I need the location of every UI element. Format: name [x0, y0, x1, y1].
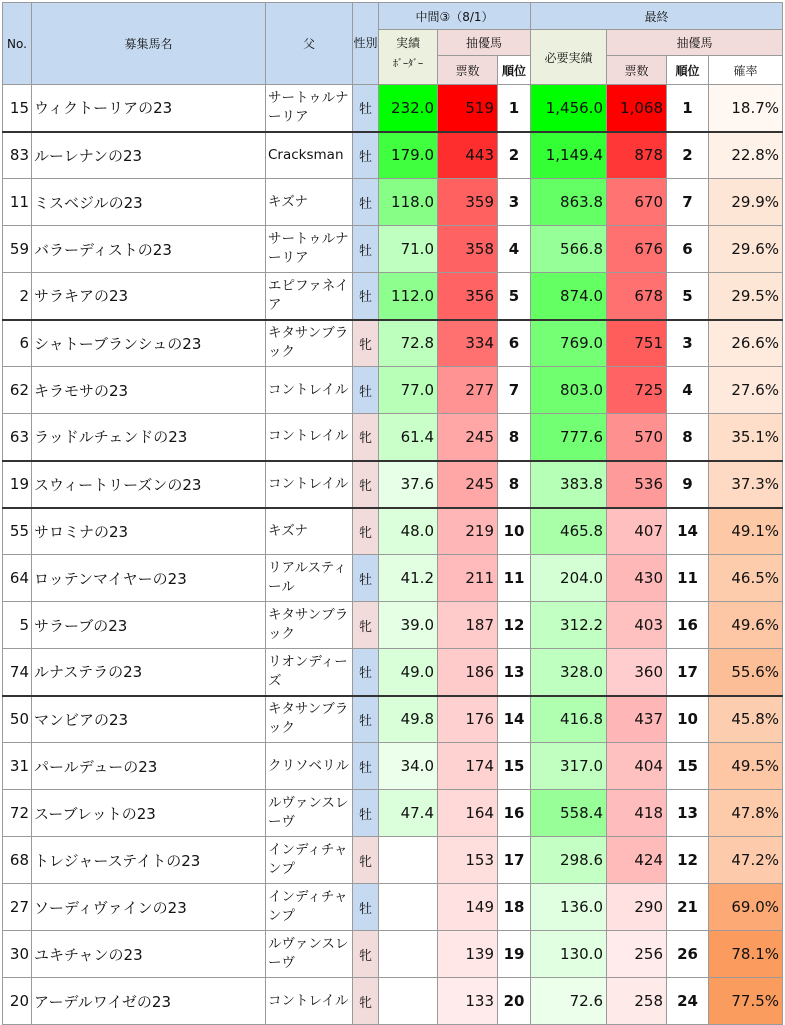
row-final-prob: 35.1% [709, 414, 783, 461]
header-mid-chuyu: 抽優馬 [438, 30, 531, 56]
row-name: スウィートリーズンの23 [32, 461, 266, 508]
row-no: 6 [3, 320, 32, 367]
row-mid-votes: 277 [438, 367, 498, 414]
row-no: 68 [3, 837, 32, 884]
row-final-required: 298.6 [531, 837, 607, 884]
row-final-rank: 4 [667, 367, 709, 414]
row-final-required: 383.8 [531, 461, 607, 508]
row-final-required: 136.0 [531, 884, 607, 931]
row-final-required: 558.4 [531, 790, 607, 837]
row-sex: 牡 [353, 790, 379, 837]
row-final-prob: 78.1% [709, 931, 783, 978]
header-final-prob: 確率 [709, 56, 783, 85]
row-name: ラッドルチェンドの23 [32, 414, 266, 461]
row-final-rank: 8 [667, 414, 709, 461]
row-mid-rank: 4 [498, 226, 531, 273]
row-mid-votes: 219 [438, 508, 498, 555]
row-final-required: 1,149.4 [531, 132, 607, 179]
row-mid-votes: 139 [438, 931, 498, 978]
row-mid-rank: 8 [498, 461, 531, 508]
row-final-prob: 27.6% [709, 367, 783, 414]
row-mid-border: 72.8 [379, 320, 438, 367]
header-sire: 父 [266, 3, 353, 85]
row-final-rank: 14 [667, 508, 709, 555]
row-mid-rank: 7 [498, 367, 531, 414]
row-mid-rank: 11 [498, 555, 531, 602]
row-no: 63 [3, 414, 32, 461]
row-final-votes: 424 [607, 837, 667, 884]
row-name: アーデルワイゼの23 [32, 978, 266, 1025]
row-no: 5 [3, 602, 32, 649]
row-mid-votes: 443 [438, 132, 498, 179]
table-row [3, 884, 783, 931]
row-sex: 牝 [353, 978, 379, 1025]
row-no: 74 [3, 649, 32, 696]
row-final-rank: 2 [667, 132, 709, 179]
header-mid-border-label: ﾎﾞｰﾀﾞｰ [393, 59, 423, 70]
row-final-rank: 21 [667, 884, 709, 931]
row-mid-votes: 358 [438, 226, 498, 273]
row-mid-border [379, 978, 438, 1025]
row-mid-border [379, 884, 438, 931]
table-row [3, 508, 783, 555]
row-name: スーブレットの23 [32, 790, 266, 837]
row-final-prob: 22.8% [709, 132, 783, 179]
row-final-required: 72.6 [531, 978, 607, 1025]
table-row [3, 978, 783, 1025]
row-no: 62 [3, 367, 32, 414]
row-final-prob: 37.3% [709, 461, 783, 508]
row-mid-border: 48.0 [379, 508, 438, 555]
row-sire: コントレイル [266, 461, 353, 508]
row-final-rank: 13 [667, 790, 709, 837]
row-final-votes: 418 [607, 790, 667, 837]
row-name: ルナステラの23 [32, 649, 266, 696]
row-sex: 牝 [353, 320, 379, 367]
row-sire: コントレイル [266, 978, 353, 1025]
row-no: 55 [3, 508, 32, 555]
row-final-prob: 47.8% [709, 790, 783, 837]
header-final-required: 必要実績 [531, 30, 607, 85]
row-mid-rank: 14 [498, 696, 531, 743]
row-mid-rank: 12 [498, 602, 531, 649]
row-mid-votes: 164 [438, 790, 498, 837]
row-final-votes: 536 [607, 461, 667, 508]
row-sex: 牝 [353, 414, 379, 461]
row-final-prob: 29.5% [709, 273, 783, 320]
table-row [3, 226, 783, 273]
row-final-required: 1,456.0 [531, 85, 607, 132]
row-final-required: 130.0 [531, 931, 607, 978]
table-row [3, 696, 783, 743]
table-row [3, 179, 783, 226]
row-mid-votes: 174 [438, 743, 498, 790]
header-mid-jisseki [379, 30, 438, 85]
row-name: パールデューの23 [32, 743, 266, 790]
row-mid-border: 41.2 [379, 555, 438, 602]
header-final-votes: 票数 [607, 56, 667, 85]
row-final-votes: 258 [607, 978, 667, 1025]
row-final-prob: 49.5% [709, 743, 783, 790]
row-sire: リアルスティール [266, 555, 353, 602]
row-mid-border: 47.4 [379, 790, 438, 837]
row-mid-border [379, 931, 438, 978]
row-sire: サートゥルナーリア [266, 85, 353, 132]
row-mid-border: 34.0 [379, 743, 438, 790]
row-no: 30 [3, 931, 32, 978]
row-mid-border: 232.0 [379, 85, 438, 132]
row-name: サラキアの23 [32, 273, 266, 320]
row-mid-border: 179.0 [379, 132, 438, 179]
row-sire: キタサンブラック [266, 602, 353, 649]
header-no: No. [3, 3, 32, 85]
row-final-votes: 678 [607, 273, 667, 320]
row-mid-border: 71.0 [379, 226, 438, 273]
row-final-prob: 69.0% [709, 884, 783, 931]
row-mid-rank: 19 [498, 931, 531, 978]
row-no: 20 [3, 978, 32, 1025]
row-final-required: 312.2 [531, 602, 607, 649]
row-sire: リオンディーズ [266, 649, 353, 696]
row-name: シャトーブランシュの23 [32, 320, 266, 367]
row-mid-votes: 359 [438, 179, 498, 226]
row-sire: クリソベリル [266, 743, 353, 790]
row-final-votes: 437 [607, 696, 667, 743]
row-mid-rank: 16 [498, 790, 531, 837]
row-sex: 牝 [353, 508, 379, 555]
row-final-prob: 55.6% [709, 649, 783, 696]
row-final-rank: 3 [667, 320, 709, 367]
table-row [3, 837, 783, 884]
row-final-required: 874.0 [531, 273, 607, 320]
row-mid-rank: 2 [498, 132, 531, 179]
horse-lottery-table [2, 2, 783, 1025]
row-mid-rank: 10 [498, 508, 531, 555]
row-name: ウィクトーリアの23 [32, 85, 266, 132]
header-final-rank: 順位 [667, 56, 709, 85]
row-final-rank: 6 [667, 226, 709, 273]
header-final-chuyu: 抽優馬 [607, 30, 783, 56]
row-name: サラーブの23 [32, 602, 266, 649]
row-mid-votes: 519 [438, 85, 498, 132]
row-final-rank: 11 [667, 555, 709, 602]
row-sex: 牡 [353, 555, 379, 602]
header-name: 募集馬名 [32, 3, 266, 85]
row-final-prob: 49.1% [709, 508, 783, 555]
row-final-required: 465.8 [531, 508, 607, 555]
row-mid-votes: 334 [438, 320, 498, 367]
row-mid-rank: 18 [498, 884, 531, 931]
row-final-votes: 1,068 [607, 85, 667, 132]
row-no: 15 [3, 85, 32, 132]
row-final-required: 769.0 [531, 320, 607, 367]
row-final-votes: 360 [607, 649, 667, 696]
row-mid-rank: 13 [498, 649, 531, 696]
header-mid-jisseki-label: 実績 [395, 36, 420, 50]
row-no: 2 [3, 273, 32, 320]
row-mid-border: 37.6 [379, 461, 438, 508]
row-final-votes: 725 [607, 367, 667, 414]
row-name: トレジャーステイトの23 [32, 837, 266, 884]
row-sire: インディチャンプ [266, 884, 353, 931]
row-final-prob: 49.6% [709, 602, 783, 649]
row-mid-votes: 176 [438, 696, 498, 743]
row-sire: エピファネイア [266, 273, 353, 320]
header-mid-votes: 票数 [438, 56, 498, 85]
table-row [3, 273, 783, 320]
row-final-rank: 7 [667, 179, 709, 226]
row-sire: ルヴァンスレーヴ [266, 931, 353, 978]
row-final-prob: 47.2% [709, 837, 783, 884]
row-final-required: 863.8 [531, 179, 607, 226]
row-sire: キタサンブラック [266, 320, 353, 367]
row-no: 64 [3, 555, 32, 602]
table-row [3, 85, 783, 132]
row-final-votes: 256 [607, 931, 667, 978]
row-sire: キズナ [266, 508, 353, 555]
row-final-rank: 10 [667, 696, 709, 743]
row-sire: キズナ [266, 179, 353, 226]
row-final-votes: 878 [607, 132, 667, 179]
row-name: サロミナの23 [32, 508, 266, 555]
row-mid-votes: 186 [438, 649, 498, 696]
row-sire: コントレイル [266, 414, 353, 461]
row-no: 50 [3, 696, 32, 743]
table-row [3, 367, 783, 414]
row-mid-rank: 3 [498, 179, 531, 226]
row-final-rank: 15 [667, 743, 709, 790]
row-final-prob: 18.7% [709, 85, 783, 132]
row-final-votes: 676 [607, 226, 667, 273]
row-sex: 牡 [353, 696, 379, 743]
row-mid-votes: 245 [438, 414, 498, 461]
row-sire: サートゥルナーリア [266, 226, 353, 273]
row-sex: 牡 [353, 367, 379, 414]
row-final-votes: 407 [607, 508, 667, 555]
row-no: 59 [3, 226, 32, 273]
row-no: 72 [3, 790, 32, 837]
row-final-votes: 290 [607, 884, 667, 931]
row-mid-votes: 153 [438, 837, 498, 884]
row-mid-rank: 8 [498, 414, 531, 461]
row-sex: 牡 [353, 884, 379, 931]
row-sex: 牝 [353, 461, 379, 508]
row-no: 27 [3, 884, 32, 931]
row-final-required: 204.0 [531, 555, 607, 602]
row-mid-votes: 245 [438, 461, 498, 508]
row-final-rank: 24 [667, 978, 709, 1025]
row-name: マンビアの23 [32, 696, 266, 743]
row-sire: インディチャンプ [266, 837, 353, 884]
table-row [3, 790, 783, 837]
row-final-rank: 16 [667, 602, 709, 649]
row-sire: コントレイル [266, 367, 353, 414]
table-row [3, 461, 783, 508]
table-body [3, 85, 783, 1025]
table-row [3, 743, 783, 790]
table-row [3, 649, 783, 696]
row-sex: 牡 [353, 132, 379, 179]
row-final-prob: 29.6% [709, 226, 783, 273]
row-mid-rank: 6 [498, 320, 531, 367]
row-final-required: 317.0 [531, 743, 607, 790]
row-sire: ルヴァンスレーヴ [266, 790, 353, 837]
table-row [3, 602, 783, 649]
row-mid-rank: 5 [498, 273, 531, 320]
row-sire: Cracksman [266, 132, 353, 179]
row-no: 31 [3, 743, 32, 790]
row-sire: キタサンブラック [266, 696, 353, 743]
row-sex: 牝 [353, 931, 379, 978]
row-final-rank: 9 [667, 461, 709, 508]
header-mid-group: 中間③（8/1） [379, 3, 531, 30]
row-final-rank: 1 [667, 85, 709, 132]
header-mid-rank: 順位 [498, 56, 531, 85]
row-final-prob: 29.9% [709, 179, 783, 226]
row-final-votes: 570 [607, 414, 667, 461]
row-final-rank: 12 [667, 837, 709, 884]
row-sex: 牡 [353, 85, 379, 132]
row-no: 83 [3, 132, 32, 179]
row-mid-rank: 20 [498, 978, 531, 1025]
row-final-required: 803.0 [531, 367, 607, 414]
row-mid-rank: 17 [498, 837, 531, 884]
row-final-rank: 17 [667, 649, 709, 696]
row-final-votes: 404 [607, 743, 667, 790]
row-mid-border: 39.0 [379, 602, 438, 649]
row-final-prob: 77.5% [709, 978, 783, 1025]
row-sex: 牡 [353, 179, 379, 226]
table-row [3, 132, 783, 179]
row-sex: 牡 [353, 649, 379, 696]
row-mid-votes: 211 [438, 555, 498, 602]
header-final-group: 最終 [531, 3, 783, 30]
row-mid-border: 49.0 [379, 649, 438, 696]
row-name: バラーディストの23 [32, 226, 266, 273]
table-row [3, 931, 783, 978]
row-sex: 牡 [353, 226, 379, 273]
row-mid-border: 61.4 [379, 414, 438, 461]
table-row [3, 414, 783, 461]
row-final-required: 777.6 [531, 414, 607, 461]
row-sex: 牝 [353, 837, 379, 884]
row-final-rank: 5 [667, 273, 709, 320]
row-final-required: 566.8 [531, 226, 607, 273]
row-final-votes: 670 [607, 179, 667, 226]
row-mid-border: 77.0 [379, 367, 438, 414]
row-name: ユキチャンの23 [32, 931, 266, 978]
row-final-votes: 430 [607, 555, 667, 602]
row-mid-rank: 1 [498, 85, 531, 132]
row-final-rank: 26 [667, 931, 709, 978]
row-no: 11 [3, 179, 32, 226]
row-name: ソーディヴァインの23 [32, 884, 266, 931]
row-name: ロッテンマイヤーの23 [32, 555, 266, 602]
row-sex: 牝 [353, 602, 379, 649]
row-final-required: 328.0 [531, 649, 607, 696]
row-mid-votes: 133 [438, 978, 498, 1025]
row-name: ルーレナンの23 [32, 132, 266, 179]
row-final-prob: 26.6% [709, 320, 783, 367]
row-final-prob: 45.8% [709, 696, 783, 743]
row-mid-votes: 187 [438, 602, 498, 649]
row-name: ミスベジルの23 [32, 179, 266, 226]
row-name: キラモサの23 [32, 367, 266, 414]
row-sex: 牡 [353, 743, 379, 790]
row-mid-votes: 356 [438, 273, 498, 320]
row-sex: 牡 [353, 273, 379, 320]
row-final-required: 416.8 [531, 696, 607, 743]
row-mid-votes: 149 [438, 884, 498, 931]
row-mid-border: 118.0 [379, 179, 438, 226]
header-sex: 性別 [353, 3, 379, 85]
row-mid-rank: 15 [498, 743, 531, 790]
table-row [3, 555, 783, 602]
row-final-votes: 403 [607, 602, 667, 649]
row-mid-border: 49.8 [379, 696, 438, 743]
table-row [3, 320, 783, 367]
row-final-votes: 751 [607, 320, 667, 367]
row-mid-border [379, 837, 438, 884]
row-no: 19 [3, 461, 32, 508]
row-mid-border: 112.0 [379, 273, 438, 320]
row-final-prob: 46.5% [709, 555, 783, 602]
